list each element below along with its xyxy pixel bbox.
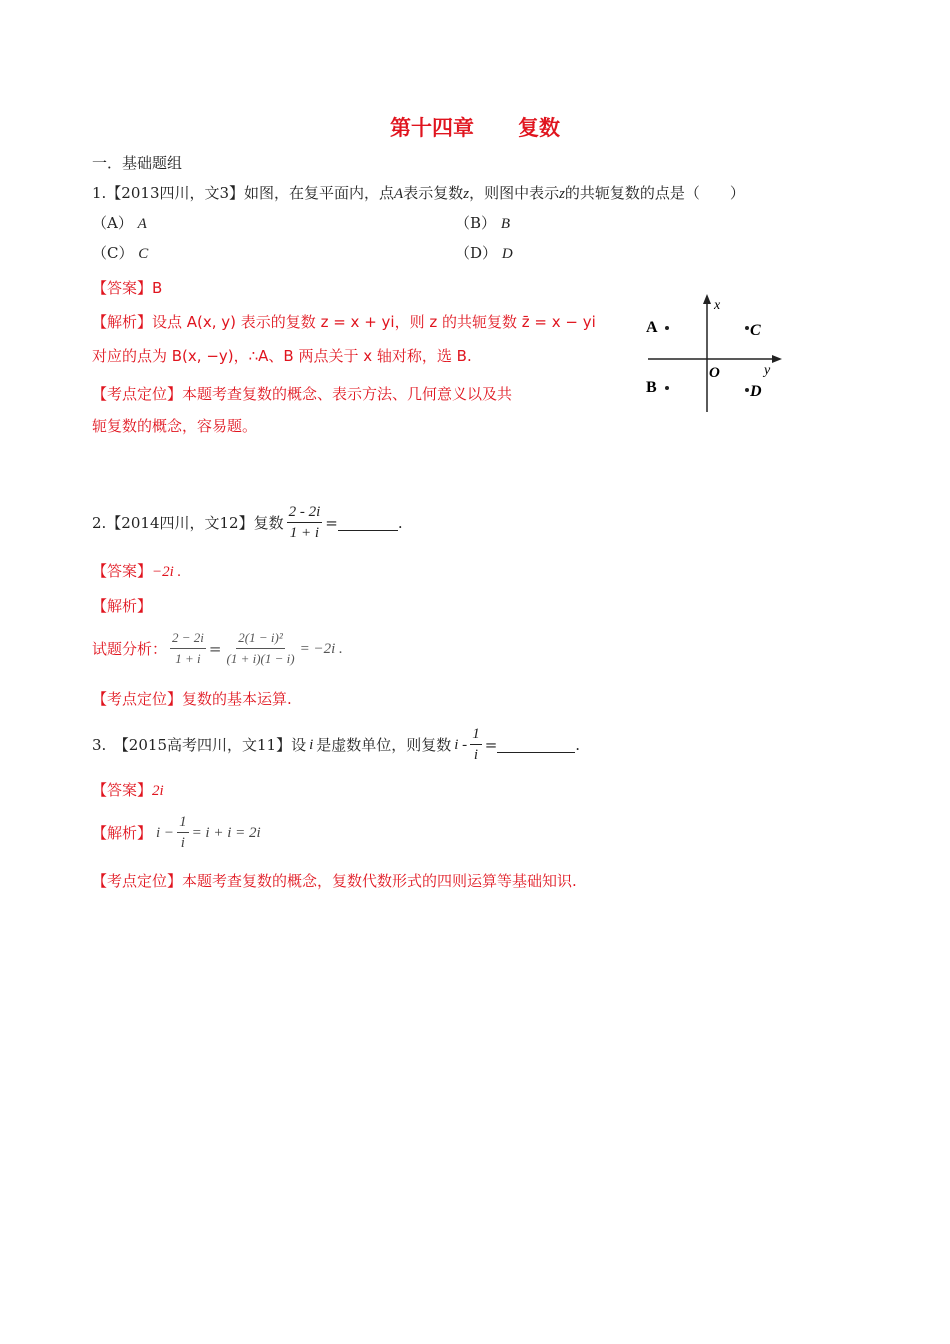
point-d-label: D <box>750 383 762 400</box>
point-b-dot <box>665 386 669 390</box>
q2-keypoint: 【考点定位】复数的基本运算. <box>92 690 292 708</box>
q2-fraction: $\frac{2 - 2i}{1 + i}$ <box>288 504 321 541</box>
q1-keypoint-line1: 【考点定位】本题考查复数的概念、表示方法、几何意义以及共 <box>92 385 513 403</box>
y-axis-label: y <box>764 363 771 378</box>
q1-analysis-line2: 对应的点为 B(x, −y)，∴A、B 两点关于 x 轴对称，选 B. <box>92 347 472 365</box>
q2-stem: 2.【2014四川，文12】复数 $\frac{2 - 2i}{1 + i}$ = . <box>92 504 403 541</box>
q2-answer: 【答案】−2i . <box>92 562 182 580</box>
complex-plane-figure <box>640 292 785 417</box>
page-title <box>0 112 950 142</box>
q1-keypoint-line2: 轭复数的概念，容易题。 <box>92 417 258 435</box>
q3-stem: 3. 【2015高考四川，文11】设 i 是虚数单位，则复数 i - $\frac{1}{i}$ = . <box>92 726 581 763</box>
x-axis-label: x <box>714 298 721 313</box>
point-c-dot <box>745 326 749 330</box>
origin-label: O <box>709 365 720 381</box>
q1-stem: 1.【2013四川，文3】如图，在复平面内，点A表示复数z，则图中表示z的共轭复数的点是（ ） <box>92 184 745 202</box>
q1-answer: 【答案】B <box>92 279 163 297</box>
point-b-label: B <box>646 379 657 396</box>
section-heading: 一．基础题组 <box>92 154 183 172</box>
q2-analysis-tag: 【解析】 <box>92 597 153 615</box>
q1-option-a: （A） A <box>92 214 147 232</box>
point-a-dot <box>665 326 669 330</box>
q3-keypoint: 【考点定位】本题考查复数的概念，复数代数形式的四则运算等基础知识. <box>92 872 577 890</box>
q3-analysis: 【解析】 i − $\frac{1}{i}$ = i + i = 2i <box>92 814 261 851</box>
q1-option-b: （B） B <box>455 214 510 232</box>
q3-blank <box>497 736 575 753</box>
point-d-dot <box>745 388 749 392</box>
vertical-axis-arrow <box>703 294 711 304</box>
horizontal-axis-arrow <box>772 355 782 363</box>
q3-fraction: $\frac{1}{i}$ <box>472 726 480 763</box>
q1-option-c: （C） C <box>92 244 149 262</box>
chapter-label: 第十四章 <box>390 116 474 140</box>
q2-blank <box>338 514 398 531</box>
q1-option-d: （D） D <box>455 244 513 262</box>
point-a-label: A <box>646 319 658 336</box>
point-c-label: C <box>750 322 761 339</box>
q3-answer: 【答案】2i <box>92 781 164 799</box>
q2-work: 试题分析： $\frac{2 - 2i}{1 + i}$ = $\frac{\text{2(1 − i)²}}{(1 + i)(1 - i)}$ = −2i . <box>92 630 343 666</box>
q1-analysis-line1: 【解析】设点 A(x, y) 表示的复数 z = x + yi，则 z 的共轭复数 z̄ = x − yi <box>92 313 596 331</box>
chapter-name: 复数 <box>518 116 560 140</box>
